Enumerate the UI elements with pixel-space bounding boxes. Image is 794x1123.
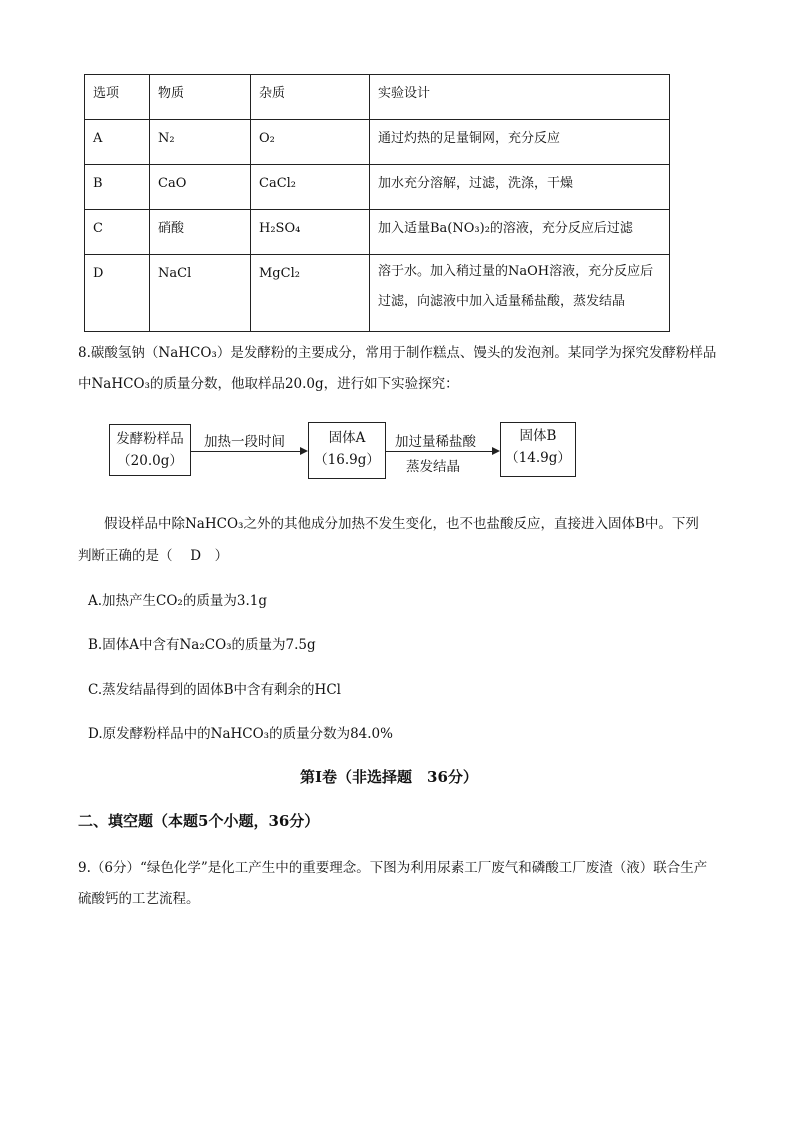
flow-arrow-1-line xyxy=(190,451,300,452)
flow-box-sample-name: 发酵粉样品 xyxy=(116,431,184,447)
flow-box-sample xyxy=(109,424,191,476)
options-table xyxy=(84,74,670,332)
table-cell: 加入适量Ba(NO₃)₂的溶液，充分反应后过滤 xyxy=(370,210,670,255)
q9-text-line-1: 9.（6分）“绿色化学”是化工产生中的重要理念。下图为利用尿素工厂废气和磷酸工厂废渣（液）联合生产 xyxy=(78,860,708,876)
table-cell: O₂ xyxy=(251,120,370,165)
table-row xyxy=(85,120,670,165)
flow-arrow-2-label-top: 加过量稀盐酸 xyxy=(395,434,476,450)
table-cell: B xyxy=(85,165,150,210)
table-cell: 加水充分溶解，过滤，洗涤，干燥 xyxy=(370,165,670,210)
flow-box-solid-a-name: 固体A xyxy=(328,430,366,446)
table-cell: 硝酸 xyxy=(150,210,251,255)
q8-option-c: C.蒸发结晶得到的固体B中含有剩余的HCl xyxy=(88,682,341,698)
table-header-row xyxy=(85,75,670,120)
part-title: 第Ⅰ卷（非选择题 36分） xyxy=(300,768,478,786)
table-row xyxy=(85,210,670,255)
table-header-cell: 物质 xyxy=(150,75,251,120)
table-cell: C xyxy=(85,210,150,255)
q8-text-line-2: 中NaHCO₃的质量分数，他取样品20.0g，进行如下实验探究： xyxy=(78,376,459,392)
q8-text-line-1: 8.碳酸氢钠（NaHCO₃）是发酵粉的主要成分，常用于制作糕点、馒头的发泡剂。某同学为探究发酵粉样品 xyxy=(78,345,717,361)
q8-para-line-1: 假设样品中除NaHCO₃之外的其他成分加热不发生变化，也不也盐酸反应，直接进入固体B中。下列 xyxy=(104,516,699,532)
flow-box-solid-b-name: 固体B xyxy=(519,428,557,444)
q9-text-line-2: 硫酸钙的工艺流程。 xyxy=(78,891,200,907)
flow-arrow-1-head xyxy=(300,447,308,455)
table-header-cell: 选项 xyxy=(85,75,150,120)
q8-option-d: D.原发酵粉样品中的NaHCO₃的质量分数为84.0% xyxy=(88,726,393,742)
table-cell: H₂SO₄ xyxy=(251,210,370,255)
table-cell: CaCl₂ xyxy=(251,165,370,210)
fill-in-section-title: 二、填空题（本题5个小题，36分） xyxy=(78,812,320,830)
table-cell: A xyxy=(85,120,150,165)
table-cell: D xyxy=(85,255,150,332)
flow-arrow-2-label-bottom: 蒸发结晶 xyxy=(406,459,460,475)
table-cell: MgCl₂ xyxy=(251,255,370,332)
flow-box-solid-a-mass: （16.9g） xyxy=(314,452,380,468)
flow-box-solid-a xyxy=(308,422,386,479)
q8-para-line-2: 判断正确的是（ D ） xyxy=(78,548,229,564)
q8-option-b: B.固体A中含有Na₂CO₃的质量为7.5g xyxy=(88,637,316,653)
design-line-1: 溶于水。加入稍过量的NaOH溶液，充分反应后 xyxy=(378,264,654,279)
table-row xyxy=(85,165,670,210)
table-cell: N₂ xyxy=(150,120,251,165)
table-header-cell: 实验设计 xyxy=(370,75,670,120)
design-line-2: 过滤，向滤液中加入适量稀盐酸，蒸发结晶 xyxy=(378,294,626,309)
flow-arrow-2-head xyxy=(492,447,500,455)
flow-box-sample-mass: （20.0g） xyxy=(117,453,183,469)
flow-arrow-1-label: 加热一段时间 xyxy=(204,434,285,450)
table-header-cell: 杂质 xyxy=(251,75,370,120)
table-cell: CaO xyxy=(150,165,251,210)
flow-arrow-2-line xyxy=(385,451,492,452)
flow-box-solid-b-mass: （14.9g） xyxy=(505,450,571,466)
table-row xyxy=(85,255,670,332)
table-cell: NaCl xyxy=(150,255,251,332)
q8-option-a: A.加热产生CO₂的质量为3.1g xyxy=(88,593,267,609)
table-cell xyxy=(370,255,670,332)
table-cell: 通过灼热的足量铜网，充分反应 xyxy=(370,120,670,165)
flow-box-solid-b xyxy=(500,422,576,477)
